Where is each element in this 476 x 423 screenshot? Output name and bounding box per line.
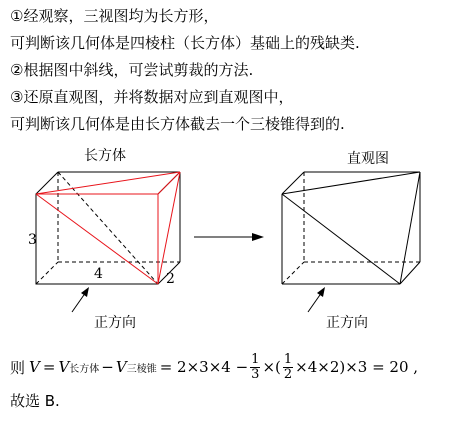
step-2-line: ②根据图中斜线，可尝试剪裁的方法. [10, 61, 254, 79]
dim-height-label: 3 [28, 232, 37, 248]
frac1-numerator: 1 [251, 351, 260, 367]
direction-label-left: 正方向 [94, 315, 136, 331]
direction-arrow-right-head-icon [317, 287, 325, 297]
dim-width-label: 2 [166, 271, 175, 287]
step-1-conclusion-line: 可判断该几何体是四棱柱（长方体）基础上的残缺类. [10, 34, 360, 52]
direction-arrow-left [72, 287, 89, 312]
formula-minus: − [101, 358, 114, 376]
formula-V-pyr: V [115, 358, 127, 376]
fraction-one-half [283, 353, 293, 382]
arrow-head-icon [252, 233, 264, 241]
formula-eq: = [42, 358, 56, 376]
frac1-denominator: 3 [251, 366, 260, 382]
red-right-diagonal [158, 172, 180, 284]
dim-length-label: 4 [94, 266, 103, 282]
direction-label-right: 正方向 [326, 315, 368, 331]
volume-formula [10, 350, 418, 384]
step-3-line: ③还原直观图，并将数据对应到直观图中， [10, 88, 294, 106]
frac2-denominator: 2 [283, 366, 293, 382]
cuboid-figure-label: 长方体 [84, 148, 126, 164]
formula-expr1: = 2×3×4 − [159, 358, 249, 376]
transform-arrow [194, 233, 264, 241]
frac2-numerator: 1 [283, 351, 293, 367]
step-3-conclusion-line: 可判断该几何体是由长方体截去一个三棱锥得到的. [10, 115, 345, 133]
solid-front-diagonal [282, 194, 400, 284]
answer-conclusion: 故选 B. [10, 392, 60, 410]
formula-pyr-sub: 三棱锥 [126, 363, 157, 375]
formula-box-sub: 长方体 [69, 363, 100, 375]
fraction-one-third [250, 353, 260, 382]
cuboid-hidden-depth [36, 262, 58, 284]
solid-right-diagonal [400, 172, 420, 284]
intuitive-figure-label: 直观图 [347, 151, 389, 167]
direction-arrow-left-head-icon [81, 287, 89, 297]
formula-V-box: V [58, 358, 70, 376]
solid-top-diagonal [282, 172, 420, 194]
formula-expr2: ×4×2)×3 = 20 , [295, 358, 419, 376]
formula-times1: ×( [262, 358, 281, 376]
intuitive-figure [282, 172, 420, 284]
step-1-line: ①经观察，三视图均为长方形， [10, 7, 219, 25]
formula-V: V [29, 358, 40, 376]
solid-hidden-depth [282, 262, 304, 284]
direction-arrow-right [308, 287, 325, 312]
formula-prefix: 则 [10, 358, 26, 377]
